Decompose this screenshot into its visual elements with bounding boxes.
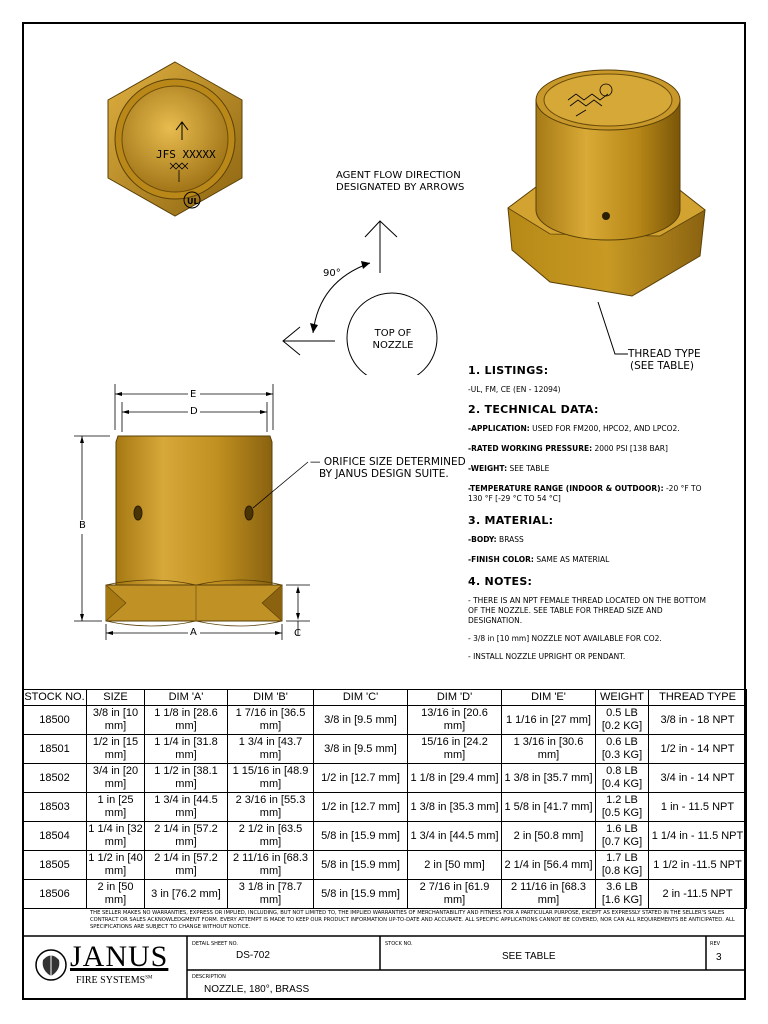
note-1: - THERE IS AN NPT FEMALE THREAD LOCATED ON THE BOTTOM OF THE NOZZLE. SEE TABLE FOR THREAD SIZE AND DESIGNATION.	[468, 596, 707, 625]
table-cell: 3/8 in [9.5 mm]	[314, 706, 408, 735]
table-cell: 2 3/16 in [55.3 mm]	[228, 793, 314, 822]
table-cell: 2 1/4 in [57.2 mm]	[145, 822, 228, 851]
table-cell: 1 in - 11.5 NPT	[649, 793, 747, 822]
table-cell: 2 11/16 in [68.3 mm]	[228, 851, 314, 880]
table-cell: 2 1/4 in [56.4 mm]	[502, 851, 596, 880]
table-cell: 2 1/4 in [57.2 mm]	[145, 851, 228, 880]
table-row	[23, 851, 747, 880]
table-cell: 1 3/8 in [35.3 mm]	[408, 793, 502, 822]
table-row	[23, 822, 747, 851]
table-header-cell: SIZE	[87, 690, 145, 706]
note-2: - 3/8 in [10 mm] NOZZLE NOT AVAILABLE FOR CO2.	[468, 634, 662, 643]
table-cell: 1/2 in [15 mm]	[87, 735, 145, 764]
table-cell: 1/2 in - 14 NPT	[649, 735, 747, 764]
table-header-cell: DIM 'D'	[408, 690, 502, 706]
listings-text: -UL, FM, CE (EN - 12094)	[468, 385, 561, 394]
temperature-line: -TEMPERATURE RANGE (INDOOR & OUTDOOR): -20 °F TO 130 °F [-29 °C TO 54 °C]	[468, 484, 702, 503]
dim-e-label: E	[190, 389, 197, 400]
table-cell: 1 1/4 in [31.8 mm]	[145, 735, 228, 764]
table-cell: 2 in -11.5 NPT	[649, 880, 747, 909]
table-row	[23, 706, 747, 735]
disclaimer-text: THE SELLER MAKES NO WARRANTIES, EXPRESS OR IMPLIED, INCLUDING, BUT NOT LIMITED TO, THE IMPLIED WARRANTIES OF MERCHANTABILITY AND FITNESS FOR A PARTICULAR PURPOSE, EXCEPT AS EXPRESSLY STATED IN THE SELLER'S SALES CONTRACT OR SALES ACKNOWLEDGMENT FORM. EVERY ATTEMPT IS MADE TO KEEP OUR PRODUCT INFORMATION UP-TO-DATE AND ACCURATE. ALL SPECIFIC APPLICATIONS CANNOT BE COVERED, NOR CAN ALL REQUIREMENTS BE ANTICIPATED. ALL SPECIFICATIONS ARE SUBJECT TO CHANGE WITHOUT NOTICE.	[90, 910, 735, 930]
table-cell: 1 1/8 in [29.4 mm]	[408, 764, 502, 793]
table-cell: 1.7 LB [0.8 KG]	[596, 851, 649, 880]
svg-text:UL: UL	[187, 197, 199, 206]
janus-head-icon	[34, 948, 68, 982]
janus-logo	[30, 940, 180, 994]
table-cell: 1 7/16 in [36.5 mm]	[228, 706, 314, 735]
finish-line: -FINISH COLOR: SAME AS MATERIAL	[468, 555, 610, 564]
table-cell: 2 11/16 in [68.3 mm]	[502, 880, 596, 909]
table-cell: 2 1/2 in [63.5 mm]	[228, 822, 314, 851]
table-cell: 2 in [50 mm]	[87, 880, 145, 909]
rev-value: 3	[716, 952, 722, 963]
description-value: NOZZLE, 180°, BRASS	[204, 984, 310, 995]
nozzle-isometric-view	[500, 60, 710, 320]
notes-heading: 4. NOTES:	[468, 575, 533, 588]
table-cell: 0.5 LB [0.2 KG]	[596, 706, 649, 735]
flow-direction-note: AGENT FLOW DIRECTION DESIGNATED BY ARROWS	[336, 170, 465, 193]
table-cell: 1 in [25 mm]	[87, 793, 145, 822]
table-cell: 18500	[23, 706, 87, 735]
table-cell: 2 in [50 mm]	[408, 851, 502, 880]
stock-no-value: SEE TABLE	[502, 951, 556, 962]
table-cell: 3/8 in [9.5 mm]	[314, 735, 408, 764]
thread-type-callout: THREAD TYPE (SEE TABLE)	[628, 348, 701, 372]
table-cell: 3/8 in [10 mm]	[87, 706, 145, 735]
table-cell: 1 1/2 in [38.1 mm]	[145, 764, 228, 793]
material-heading: 3. MATERIAL:	[468, 514, 554, 527]
table-row	[23, 764, 747, 793]
table-cell: 1 5/8 in [41.7 mm]	[502, 793, 596, 822]
table-cell: 1 1/2 in [40 mm]	[87, 851, 145, 880]
table-header-cell: WEIGHT	[596, 690, 649, 706]
table-cell: 1 3/4 in [44.5 mm]	[408, 822, 502, 851]
rev-label: REV	[710, 941, 721, 947]
table-cell: 1/2 in [12.7 mm]	[314, 764, 408, 793]
table-cell: 18505	[23, 851, 87, 880]
table-cell: 1 1/8 in [28.6 mm]	[145, 706, 228, 735]
table-cell: 1 1/2 in -11.5 NPT	[649, 851, 747, 880]
logo-subtitle: FIRE SYSTEMS℠	[76, 975, 153, 986]
table-row	[23, 880, 747, 909]
dim-a-label: A	[190, 627, 197, 638]
table-cell: 5/8 in [15.9 mm]	[314, 851, 408, 880]
table-header-cell: DIM 'C'	[314, 690, 408, 706]
note-3: - INSTALL NOZZLE UPRIGHT OR PENDANT.	[468, 652, 626, 661]
table-cell: 18503	[23, 793, 87, 822]
body-line: -BODY: BRASS	[468, 535, 524, 544]
nozzle-side-view	[70, 380, 330, 650]
orifice-callout: — ORIFICE SIZE DETERMINED BY JANUS DESIGN SUITE.	[310, 456, 466, 480]
table-cell: 3/4 in [20 mm]	[87, 764, 145, 793]
table-cell: 1 1/4 in - 11.5 NPT	[649, 822, 747, 851]
sheet-no-label: DETAIL SHEET NO.	[192, 941, 238, 947]
table-cell: 18502	[23, 764, 87, 793]
pressure-line: -RATED WORKING PRESSURE: 2000 PSI [138 BAR]	[468, 444, 668, 453]
listings-heading: 1. LISTINGS:	[468, 364, 549, 377]
table-cell: 1 3/4 in [44.5 mm]	[145, 793, 228, 822]
table-header-cell: STOCK NO.	[23, 690, 87, 706]
spec-table	[22, 689, 747, 909]
nozzle-top-view	[100, 60, 250, 220]
dim-b-label: B	[79, 520, 86, 531]
table-row	[23, 735, 747, 764]
table-cell: 3/8 in - 18 NPT	[649, 706, 747, 735]
table-header-cell: THREAD TYPE	[649, 690, 747, 706]
table-cell: 1 15/16 in [48.9 mm]	[228, 764, 314, 793]
table-cell: 18501	[23, 735, 87, 764]
table-cell: 18504	[23, 822, 87, 851]
table-cell: 2 in [50.8 mm]	[502, 822, 596, 851]
application-line: -APPLICATION: USED FOR FM200, HPCO2, AND LPCO2.	[468, 424, 680, 433]
table-cell: 1 3/4 in [43.7 mm]	[228, 735, 314, 764]
angle-label: 90°	[323, 268, 341, 279]
table-cell: 0.6 LB [0.3 KG]	[596, 735, 649, 764]
stock-no-label: STOCK NO.	[385, 941, 413, 947]
dim-c-label: C	[294, 628, 301, 639]
table-cell: 5/8 in [15.9 mm]	[314, 880, 408, 909]
table-cell: 3.6 LB [1.6 KG]	[596, 880, 649, 909]
table-cell: 3 in [76.2 mm]	[145, 880, 228, 909]
table-header-cell: DIM 'E'	[502, 690, 596, 706]
table-cell: 15/16 in [24.2 mm]	[408, 735, 502, 764]
weight-line: -WEIGHT: SEE TABLE	[468, 464, 550, 473]
table-cell: 0.8 LB [0.4 KG]	[596, 764, 649, 793]
thread-leader-line	[590, 300, 630, 362]
table-cell: 1/2 in [12.7 mm]	[314, 793, 408, 822]
table-header-cell: DIM 'A'	[145, 690, 228, 706]
table-cell: 18506	[23, 880, 87, 909]
table-cell: 1 3/8 in [35.7 mm]	[502, 764, 596, 793]
table-cell: 1.6 LB [0.7 KG]	[596, 822, 649, 851]
table-header-cell: DIM 'B'	[228, 690, 314, 706]
table-header-row	[23, 690, 747, 706]
table-body	[23, 706, 747, 909]
sheet-no-value: DS-702	[236, 950, 270, 961]
dim-d-label: D	[190, 406, 198, 417]
notes-panel	[468, 364, 718, 662]
table-row	[23, 793, 747, 822]
table-cell: 1 1/4 in [32 mm]	[87, 822, 145, 851]
table-cell: 3 1/8 in [78.7 mm]	[228, 880, 314, 909]
tech-data-heading: 2. TECHNICAL DATA:	[468, 403, 599, 416]
table-cell: 1.2 LB [0.5 KG]	[596, 793, 649, 822]
table-cell: 2 7/16 in [61.9 mm]	[408, 880, 502, 909]
top-of-nozzle-label: TOP OF NOZZLE	[372, 328, 414, 351]
table-cell: 5/8 in [15.9 mm]	[314, 822, 408, 851]
hex-engraving: JFS XXXXX	[156, 148, 216, 161]
description-label: DESCRIPTION	[192, 974, 226, 980]
logo-name: JANUS	[70, 940, 169, 973]
table-cell: 1 1/16 in [27 mm]	[502, 706, 596, 735]
table-cell: 13/16 in [20.6 mm]	[408, 706, 502, 735]
table-cell: 3/4 in - 14 NPT	[649, 764, 747, 793]
table-cell: 1 3/16 in [30.6 mm]	[502, 735, 596, 764]
